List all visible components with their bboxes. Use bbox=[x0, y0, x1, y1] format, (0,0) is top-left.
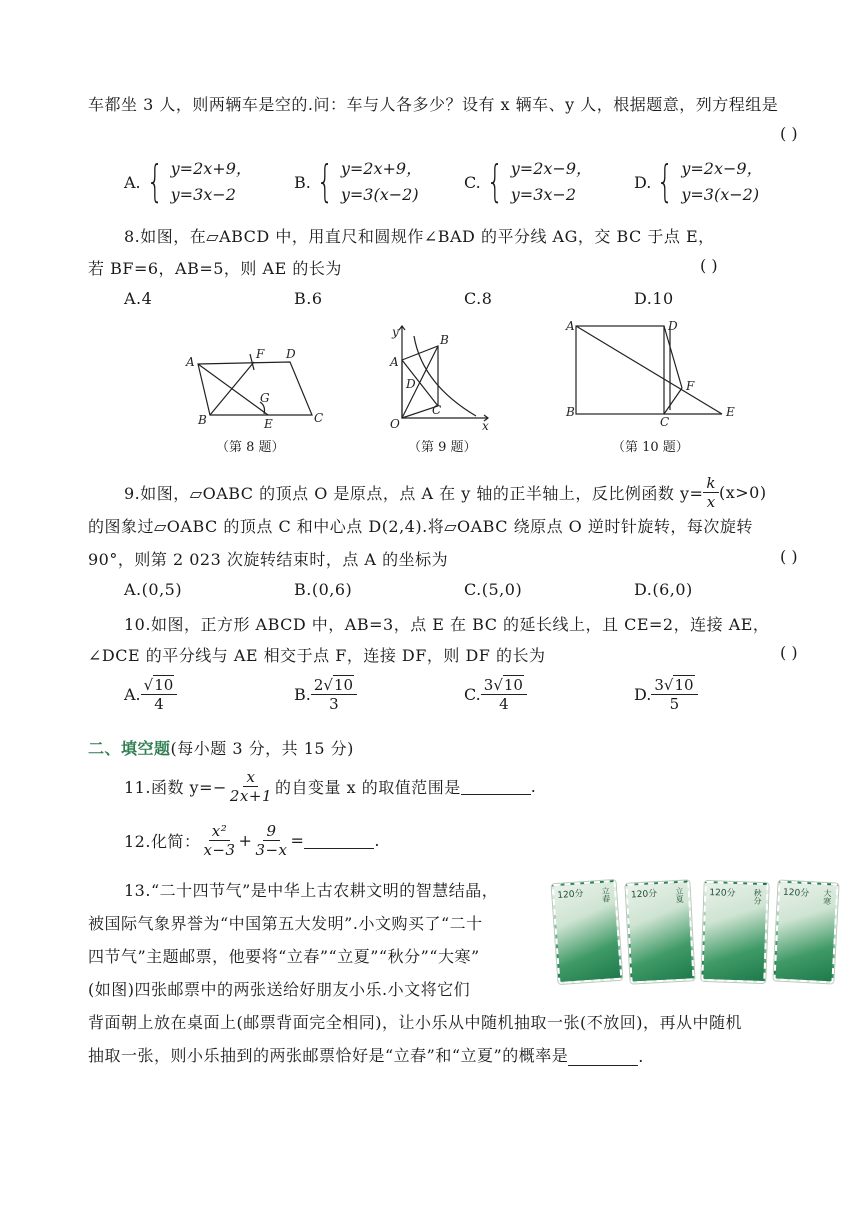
q10-option-a[interactable]: A. $\frac{√10}{4}$ bbox=[124, 676, 177, 713]
q12-answer-blank[interactable] bbox=[304, 832, 374, 849]
coefficient: 3 bbox=[483, 676, 494, 694]
stamp-name: 秋分 bbox=[752, 888, 763, 905]
label-B: B bbox=[198, 413, 207, 427]
label-F: F bbox=[686, 379, 695, 393]
q10-option-c[interactable]: C. $\frac{3√10}{4}$ bbox=[464, 676, 527, 713]
label-F: F bbox=[256, 347, 265, 361]
q7-answer-paren[interactable]: ( ) bbox=[780, 124, 798, 143]
q8-answer-paren[interactable]: ( ) bbox=[700, 256, 718, 275]
stamp-name: 立夏 bbox=[674, 886, 685, 904]
equation: y=2x+9， bbox=[340, 159, 423, 178]
stamp-dahan bbox=[773, 880, 838, 983]
label-G: G bbox=[260, 391, 270, 405]
q9-option-c[interactable]: C.(5,0) bbox=[464, 580, 523, 599]
label-C: C bbox=[314, 411, 324, 425]
denominator: 4 bbox=[154, 695, 164, 713]
stamp-lixia bbox=[625, 880, 694, 983]
denominator: 4 bbox=[499, 695, 509, 713]
q9-option-b[interactable]: B.(0,6) bbox=[294, 580, 353, 599]
equation: y=3(x−2) bbox=[681, 185, 760, 204]
q10-line2: ∠DCE 的平分线与 AE 相交于点 F，连接 DF，则 DF 的长为 bbox=[88, 646, 546, 665]
q13-line5: 背面朝上放在桌面上(邮票背面完全相同)，让小乐从中随机抽取一张(不放回)，再从中随机 bbox=[88, 1013, 742, 1032]
section-heading bbox=[88, 736, 354, 759]
coefficient: 2 bbox=[313, 676, 324, 694]
label-E: E bbox=[264, 417, 273, 431]
q9-line1 bbox=[124, 474, 767, 511]
q11 bbox=[124, 768, 536, 805]
figure-9-caption: （第 9 题） bbox=[408, 440, 477, 455]
q7-option-b[interactable]: B. { y=2x+9， y=3(x−2) bbox=[294, 156, 423, 207]
figure-8-parallelogram bbox=[180, 340, 330, 435]
radicand: 10 bbox=[674, 676, 694, 694]
label-D: D bbox=[406, 377, 416, 391]
q8-line2: 若 BF=6，AB=5，则 AE 的长为 bbox=[88, 259, 342, 278]
option-label: A. bbox=[124, 172, 141, 192]
radicand: 10 bbox=[503, 676, 523, 694]
q10-option-d[interactable]: D. $\frac{3√10}{5}$ bbox=[634, 676, 698, 713]
stamp-qiufen bbox=[701, 881, 768, 983]
label-C: C bbox=[432, 403, 442, 417]
q11-suffix: 的自变量 x 的取值范围是 bbox=[275, 778, 461, 797]
stamp-name: 大寒 bbox=[822, 888, 833, 906]
section-note: (每小题 3 分，共 15 分) bbox=[170, 739, 354, 758]
q9-answer-paren[interactable]: ( ) bbox=[780, 547, 798, 566]
q12-end: . bbox=[374, 831, 381, 850]
q13-line2: 被国际气象界誉为“中国第五大发明”.小文购买了“二十 bbox=[88, 914, 483, 933]
radicand: 10 bbox=[154, 676, 174, 694]
q12 bbox=[124, 822, 380, 859]
label-B: B bbox=[566, 405, 575, 419]
fraction-numerator: k bbox=[703, 474, 719, 493]
q12-prefix: 12.化简： bbox=[124, 832, 201, 851]
label-B: B bbox=[440, 333, 449, 347]
equation: y=2x−9， bbox=[510, 159, 593, 178]
option-label: C. bbox=[464, 685, 481, 704]
q8-option-c[interactable]: C.8 bbox=[464, 289, 493, 308]
equation: y=3x−2 bbox=[170, 185, 236, 204]
q11-prefix: 11.函数 y=− bbox=[124, 778, 227, 797]
stamp-name: 立春 bbox=[600, 886, 611, 903]
q8-option-b[interactable]: B.6 bbox=[294, 289, 323, 308]
stamp-value: 120分 bbox=[782, 887, 810, 900]
stamp-lichun bbox=[552, 880, 623, 984]
equation: y=2x−9， bbox=[681, 159, 763, 178]
q8-option-a[interactable]: A.4 bbox=[124, 289, 153, 308]
q9-domain: (x>0) bbox=[718, 483, 767, 502]
q9-line3: 90°，则第 2 023 次旋转结束时，点 A 的坐标为 bbox=[88, 550, 449, 569]
fraction-denominator: x−3 bbox=[203, 841, 236, 859]
q7-text: 车都坐 3 人，则两辆车是空的.问：车与人各多少？设有 x 辆车、y 人，根据题意，列方程组是 bbox=[88, 95, 779, 114]
stamp-value: 120分 bbox=[557, 889, 584, 901]
q7-option-a[interactable]: A. { y=2x+9， y=3x−2 bbox=[124, 156, 252, 207]
option-label: B. bbox=[294, 172, 311, 192]
q13-line1: 13.“二十四节气”是中华上古农耕文明的智慧结晶， bbox=[124, 881, 499, 900]
q8-option-d[interactable]: D.10 bbox=[634, 289, 674, 308]
q11-end: . bbox=[530, 777, 537, 796]
option-label: A. bbox=[124, 685, 141, 704]
coefficient: 3 bbox=[654, 676, 664, 694]
q9-line1-text: 9.如图，▱OABC 的顶点 O 是原点，点 A 在 y 轴的正半轴上，反比例函数 y= bbox=[124, 484, 704, 503]
q13-line3: 四节气”主题邮票，他要将“立春”“立夏”“秋分”“大寒” bbox=[88, 947, 480, 966]
label-E: E bbox=[726, 405, 735, 419]
q13-line6-text: 抽取一张，则小乐抽到的两张邮票恰好是“立春”和“立夏”的概率是 bbox=[88, 1046, 569, 1065]
equals-sign: = bbox=[290, 831, 305, 850]
denominator: 3 bbox=[329, 695, 339, 713]
q10-line1: 10.如图，正方形 ABCD 中，AB=3，点 E 在 BC 的延长线上，且 CE=2，连接 AE， bbox=[124, 615, 770, 634]
q10-answer-paren[interactable]: ( ) bbox=[780, 643, 798, 662]
figure-8-caption: （第 8 题） bbox=[216, 440, 285, 455]
equation: y=3(x−2) bbox=[340, 185, 419, 204]
label-A: A bbox=[390, 355, 399, 369]
q9-option-a[interactable]: A.(0,5) bbox=[124, 580, 183, 599]
fraction-numerator: 9 bbox=[263, 822, 279, 841]
label-D: D bbox=[286, 347, 296, 361]
section-title: 二、填空题 bbox=[88, 739, 171, 758]
q7-option-d[interactable]: D. { y=2x−9， y=3(x−2) bbox=[634, 156, 763, 207]
fraction-denominator: x bbox=[706, 493, 716, 511]
option-label: C. bbox=[464, 172, 481, 192]
label-x: x bbox=[482, 419, 489, 432]
label-C: C bbox=[660, 415, 670, 426]
equation: y=2x+9， bbox=[170, 159, 252, 178]
fraction-numerator: x bbox=[243, 768, 258, 787]
fraction-denominator: 2x+1 bbox=[229, 787, 273, 805]
q13-answer-blank[interactable] bbox=[568, 1049, 638, 1066]
q10-option-b[interactable]: B. $\frac{2√10}{3}$ bbox=[294, 676, 357, 713]
label-A: A bbox=[186, 355, 195, 369]
option-label: D. bbox=[634, 172, 652, 192]
stamp-value: 120分 bbox=[709, 888, 736, 899]
fraction-numerator: x² bbox=[209, 822, 230, 841]
q11-answer-blank[interactable] bbox=[461, 778, 531, 795]
q13-line4: (如图)四张邮票中的两张送给好朋友小乐.小文将它们 bbox=[88, 980, 471, 999]
fraction-denominator: 3−x bbox=[255, 841, 288, 859]
option-label: B. bbox=[294, 685, 311, 704]
q9-option-d[interactable]: D.(6,0) bbox=[634, 580, 693, 599]
denominator: 5 bbox=[669, 695, 680, 713]
q13-end: . bbox=[638, 1047, 644, 1066]
figure-9-coordinate bbox=[384, 322, 494, 432]
q9-line2: 的图象过▱OABC 的顶点 C 和中心点 D(2,4).将▱OABC 绕原点 O 逆时针旋转，每次旋转 bbox=[88, 517, 753, 536]
q13-line6 bbox=[88, 1043, 644, 1066]
q7-option-c[interactable]: C. { y=2x−9， y=3x−2 bbox=[464, 156, 593, 207]
stamp-value: 120分 bbox=[630, 889, 658, 901]
figure-10-caption: （第 10 题） bbox=[612, 440, 689, 455]
label-y: y bbox=[392, 325, 399, 339]
plus-sign: + bbox=[238, 831, 253, 850]
option-label: D. bbox=[634, 685, 652, 704]
label-D: D bbox=[668, 319, 678, 333]
radicand: 10 bbox=[333, 676, 354, 694]
label-A: A bbox=[566, 319, 575, 333]
q8-line1: 8.如图，在▱ABCD 中，用直尺和圆规作∠BAD 的平分线 AG，交 BC 于点 E， bbox=[124, 227, 715, 246]
equation: y=3x−2 bbox=[510, 185, 576, 204]
figure-10-square bbox=[562, 316, 742, 426]
label-O: O bbox=[390, 417, 400, 431]
